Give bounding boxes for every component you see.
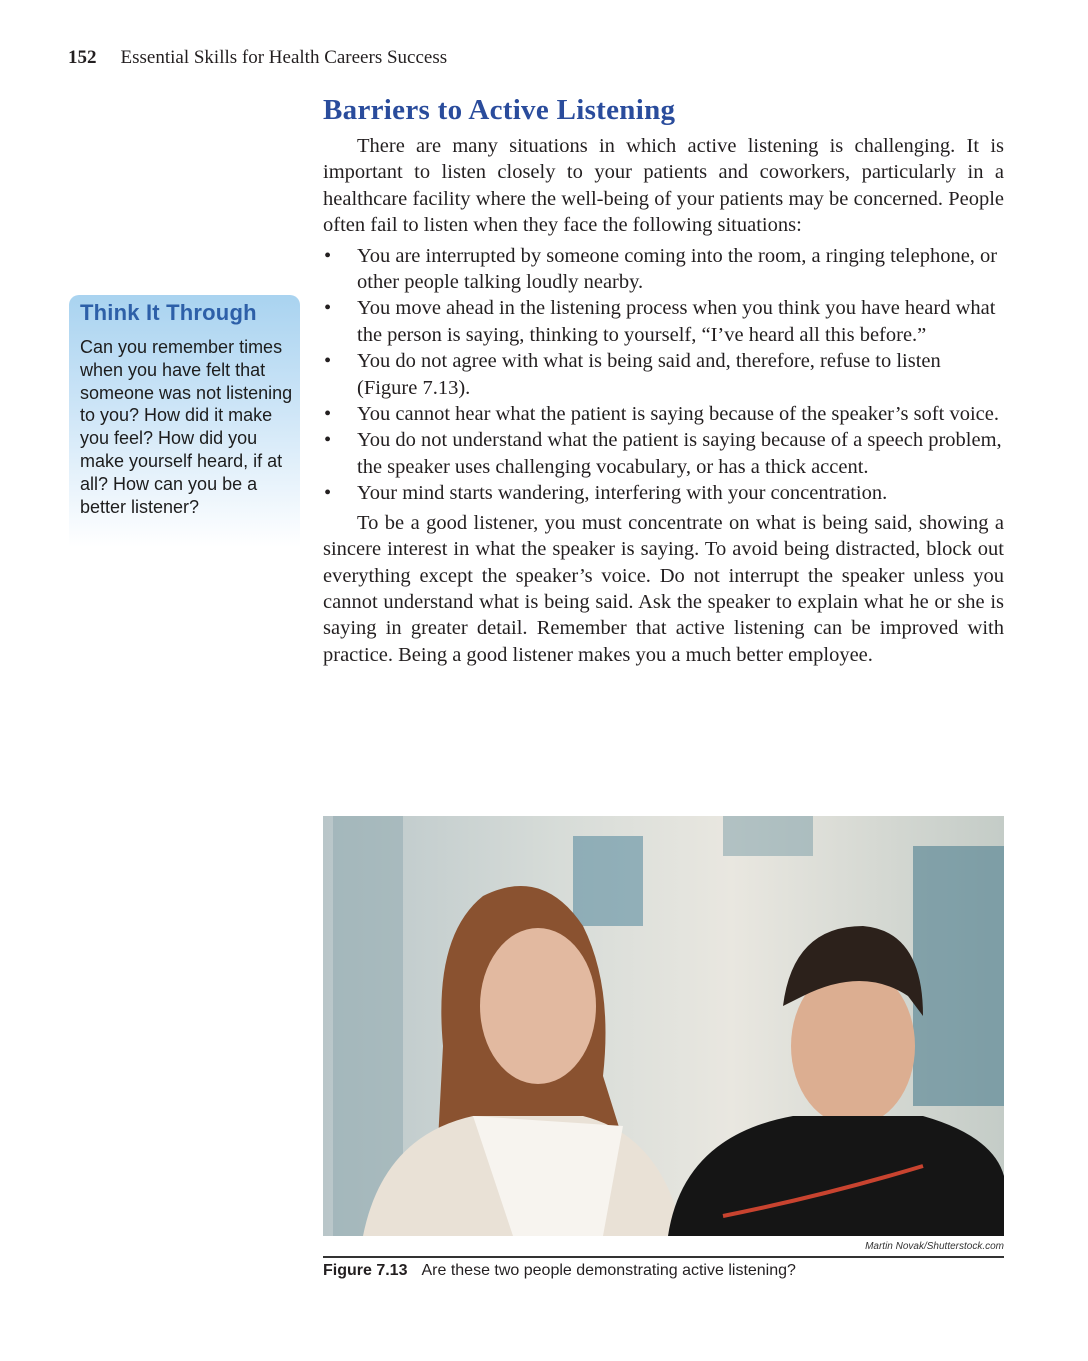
body-text — [323, 133, 1004, 668]
photo-credit: Martin Novak/Shutterstock.com — [865, 1241, 1004, 1252]
bullet-icon: • — [324, 482, 332, 505]
list-item-text: Your mind starts wandering, interfering with your concentration. — [357, 482, 888, 505]
list-item-text: You move ahead in the listening process when you think you have heard what the person is saying, thinking to yourself, “I’ve heard all this before.” — [357, 297, 996, 346]
figure-photo — [323, 816, 1004, 1236]
bullet-icon: • — [324, 429, 332, 452]
list-item-text: You do not understand what the patient is saying because of a speech problem, the speaker uses challenging vocabulary, or has a thick accent. — [357, 429, 1002, 478]
bullet-icon: • — [324, 403, 332, 426]
list-item — [323, 348, 1004, 401]
bullet-icon: • — [324, 244, 332, 267]
closing-paragraph: To be a good listener, you must concentrate on what is being said, showing a sincere interest in what the speaker is saying. To avoid being distracted, block out everything except the speaker’s voice. Do not interrupt the speaker unless you cannot understand what is being said. Ask the speaker to explain what he or she is saying in greater detail. Remember that active listening can be improved with practice. Being a good listener makes you a much better employee. — [323, 511, 1004, 666]
book-title: Essential Skills for Health Careers Success — [120, 47, 448, 68]
section-title: Barriers to Active Listening — [323, 94, 676, 126]
caption-rule — [323, 1256, 1004, 1258]
caption-text: Are these two people demonstrating active listening? — [421, 1262, 796, 1279]
list-item — [323, 427, 1004, 480]
list-item — [323, 480, 1004, 506]
list-item — [323, 401, 1004, 427]
running-header — [68, 47, 447, 69]
figure-caption — [323, 1262, 796, 1280]
list-item-text: You cannot hear what the patient is saying because of the speaker’s soft voice. — [357, 403, 999, 426]
figure-label: Figure 7.13 — [323, 1262, 408, 1279]
sidebar-title: Think It Through — [80, 300, 257, 325]
sidebar-question: Can you remember times when you have felt that someone was not listening to you? How did it make you feel? How did you make yourself heard, if at all? How can you be a better listener? — [80, 337, 293, 517]
photo-illustration — [323, 816, 1004, 1236]
list-item — [323, 243, 1004, 296]
bullet-icon: • — [324, 297, 332, 320]
list-item-text: You do not agree with what is being said and, therefore, refuse to listen (Figure 7.13). — [357, 350, 941, 399]
list-item-text: You are interrupted by someone coming into the room, a ringing telephone, or other people talking loudly nearby. — [357, 244, 998, 294]
bullet-icon: • — [324, 350, 332, 373]
page-number: 152 — [68, 47, 97, 68]
intro-paragraph: There are many situations in which active listening is challenging. It is important to listen closely to your patients and coworkers, particularly in a healthcare facility where the well-being of your patients may be concerned. People often fail to listen when they face the following situations: — [323, 135, 1004, 237]
list-item — [323, 295, 1004, 348]
bullet-list — [323, 243, 1004, 507]
think-it-through-box — [69, 295, 300, 547]
